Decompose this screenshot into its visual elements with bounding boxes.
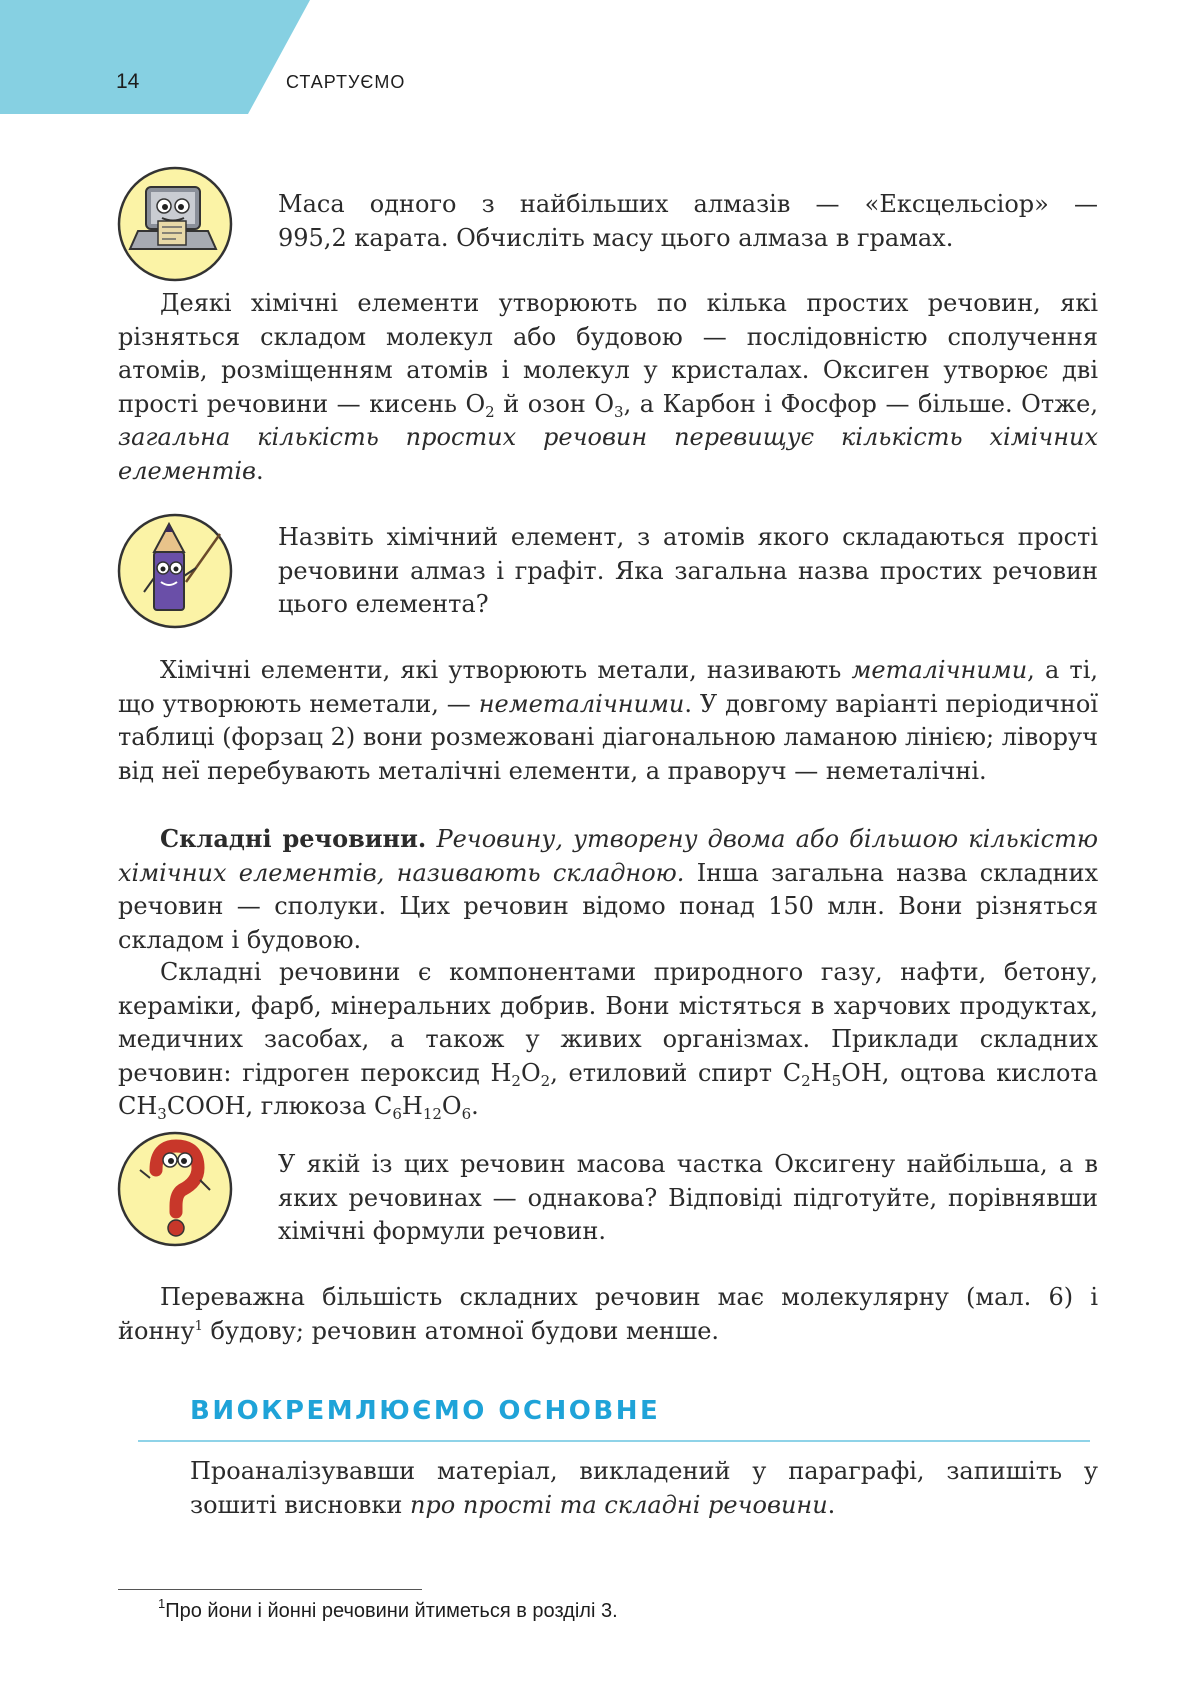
paragraph-metal-elements: Хімічні елементи, які утворюють метали, називають металічними, а ті, що утворюють неметали, — неметалічними. У довгому варіанті періодичної таблиці (форзац 2) вони розмежовані діагональною ламаною лінією; ліворуч від неї перебувають металічні елементи, а праворуч — неметалічні. [118, 656, 1098, 785]
paragraph-simple-substances: Деякі хімічні елементи утворюють по кілька простих речовин, які різняться складом молекул або будовою — послідовністю сполучення атомів, розміщенням атомів і молекул у кристалах. Оксиген утворює дві прості речовини — кисень $O_2$ й озон $O_3$, а Карбон і Фосфор — більше. Отже, загальна кількість простих речовин перевищує кількість хімічних елементів. [118, 289, 1099, 485]
formula-h2o2: $H_2O_2$ [490, 1058, 551, 1090]
formula-ethanol: $C_2H_5OH$ [782, 1058, 882, 1090]
running-head: СТАРТУЄМО [286, 72, 406, 92]
corner-band [0, 0, 310, 114]
paragraph-examples: Складні речовини є компонентами природного газу, нафти, бетону, кераміки, фарб, мінеральних добрив. Вони містяться в харчових продуктах, медичних засобах, а також у живих організмах. Приклади складних речовин: гідроген пероксид $H_2O_2$, етиловий спирт $C_2H_5OH$, оцтова кислота $CH_3COOH$, глюкоза $C_6H_{12}O_6$. [118, 958, 1098, 1123]
question-mark-character-icon [116, 1130, 234, 1248]
footnote: $^1$Про йони і йонні речовини йтиметься в розділі 3. [158, 1596, 618, 1622]
task-3: У якій із цих речовин масова частка Оксигену найбільша, а в яких речовинах — однакова? Відповіді підготуйте, порівнявши хімічні формули речовин. [278, 1150, 1098, 1245]
pencil-character-icon [116, 512, 234, 630]
paragraph-structure: Переважна більшість складних речовин має молекулярну (мал. 6) і йонну$^1$ будову; речовин атомної будови менше. [118, 1283, 1098, 1345]
section-title: ВИОКРЕМЛЮЄМО ОСНОВНЕ [190, 1396, 661, 1426]
task-1-line-2: 995,2 карата. Обчисліть масу цього алмаза в грамах. [278, 224, 954, 252]
page-number: 14 [116, 70, 140, 93]
formula-acetic-acid: $CH_3COOH$ [118, 1092, 246, 1123]
section-divider [138, 1440, 1090, 1442]
paragraph-complex-substances: Складні речовини. Речовину, утворену двома або більшою кількістю хімічних елементів, називають складною. Інша загальна назва складних речовин — сполуки. Цих речовин відомо понад 150 млн. Вони різняться складом і будовою. [118, 824, 1099, 954]
footnote-divider [118, 1589, 422, 1590]
task-1-line-1: Маса одного з найбільших алмазів — «Ексцельсіор» — [278, 190, 1098, 218]
task-2: Назвіть хімічний елемент, з атомів якого складаються прості речовини алмаз і графіт. Яка загальна назва простих речовин цього елемента? [278, 523, 1098, 618]
section-task: Проаналізувавши матеріал, викладений у параграфі, запишіть у зошиті висновки про прості та складні речовини. [190, 1457, 1098, 1519]
laptop-character-icon [116, 165, 234, 283]
formula-glucose: $C_6H_{12}O_6$ [373, 1092, 472, 1123]
footnote-ref: 1 [194, 1318, 203, 1334]
